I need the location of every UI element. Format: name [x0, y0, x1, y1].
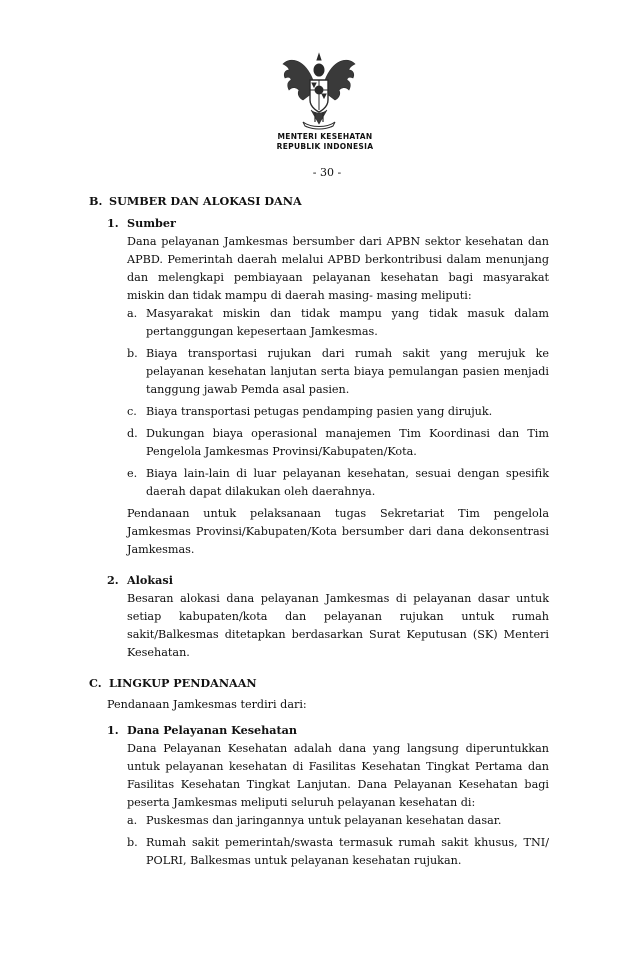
page-number: - 30 -: [312, 166, 342, 179]
list-item-marker: b.: [127, 347, 138, 360]
section-c-lead: Pendanaan Jamkesmas terdiri dari:: [107, 698, 307, 711]
list-item: [127, 812, 549, 830]
list-item-text: Biaya transportasi rujukan dari rumah sakit yang merujuk ke pelayanan kesehatan lanjutan serta biaya pemulangan pasien menjadi tanggung jawab Pemda asal pasien.: [146, 347, 549, 396]
subsection-sumber-marker: 1.: [107, 216, 119, 230]
subsection-sumber-title: Sumber: [127, 216, 176, 230]
list-item-marker: d.: [127, 427, 138, 440]
section-c-title: LINGKUP PENDANAAN: [109, 676, 257, 690]
subsection-dana-pelayanan-marker: 1.: [107, 723, 119, 737]
list-item: [127, 403, 549, 421]
document-body: [0, 192, 638, 874]
subsection-alokasi-heading: [107, 571, 638, 589]
sumber-paragraph: Dana pelayanan Jamkesmas bersumber dari APBN sektor kesehatan dan APBD. Pemerintah daerah melalui APBD berkontribusi dalam menunjang dan melengkapi pembiayaan pelayanan kesehatan bagi masyarakat miskin dan tidak mampu di daerah masing- masing meliputi:: [127, 235, 549, 302]
list-item: [127, 834, 549, 870]
institution-line-2: REPUBLIK INDONESIA: [276, 142, 374, 151]
subsection-alokasi-title: Alokasi: [127, 573, 173, 587]
list-item-marker: e.: [127, 467, 138, 480]
institution-caption: [220, 132, 430, 152]
section-b-marker: B.: [89, 194, 103, 208]
list-item-marker: b.: [127, 836, 138, 849]
subsection-sumber-heading: [107, 214, 638, 232]
list-item-marker: a.: [127, 307, 138, 320]
section-c-heading: [89, 674, 638, 692]
list-item-marker: a.: [127, 814, 138, 827]
subsection-alokasi-marker: 2.: [107, 573, 119, 587]
section-b-title: SUMBER DAN ALOKASI DANA: [109, 194, 302, 208]
sumber-list: [127, 305, 549, 501]
section-b-heading: [89, 192, 638, 210]
section-c-marker: C.: [89, 676, 102, 690]
dana-pelayanan-paragraph: Dana Pelayanan Kesehatan adalah dana yang langsung diperuntukkan untuk pelayanan kesehatan di Fasilitas Kesehatan Tingkat Pertama dan Fasilitas Kesehatan Tingkat Lanjutan. Dana Pelayanan Kesehatan bagi peserta Jamkesmas meliputi seluruh pelayanan kesehatan di:: [127, 742, 549, 809]
institution-line-1: MENTERI KESEHATAN: [277, 132, 373, 141]
list-item: [127, 305, 549, 341]
garuda-emblem-icon: [277, 50, 361, 134]
list-item-text: Masyarakat miskin dan tidak mampu yang tidak masuk dalam pertanggungan kepesertaan Jamkesmas.: [146, 307, 549, 338]
sumber-closing-paragraph: Pendanaan untuk pelaksanaan tugas Sekretariat Tim pengelola Jamkesmas Provinsi/Kabupaten/Kota bersumber dari dana dekonsentrasi Jamkesmas.: [127, 507, 549, 556]
list-item: [127, 465, 549, 501]
list-item: [127, 425, 549, 461]
list-item-text: Puskesmas dan jaringannya untuk pelayanan kesehatan dasar.: [146, 814, 502, 827]
list-item-text: Biaya lain-lain di luar pelayanan kesehatan, sesuai dengan spesifik daerah dapat dilakukan oleh daerahnya.: [146, 467, 549, 498]
list-item-text: Biaya transportasi petugas pendamping pasien yang dirujuk.: [146, 405, 493, 418]
alokasi-paragraph: Besaran alokasi dana pelayanan Jamkesmas di pelayanan dasar untuk setiap kabupaten/kota dan pelayanan rujukan untuk rumah sakit/Balkesmas ditetapkan berdasarkan Surat Keputusan (SK) Menteri Kesehatan.: [127, 592, 549, 659]
dana-pelayanan-list: [127, 812, 549, 870]
subsection-dana-pelayanan-heading: [107, 721, 638, 739]
list-item: [127, 345, 549, 399]
list-item-marker: c.: [127, 405, 137, 418]
list-item-text: Dukungan biaya operasional manajemen Tim Koordinasi dan Tim Pengelola Jamkesmas Provinsi/Kabupaten/Kota.: [146, 427, 549, 458]
list-item-text: Rumah sakit pemerintah/swasta termasuk rumah sakit khusus, TNI/ POLRI, Balkesmas untuk pelayanan kesehatan rujukan.: [146, 836, 549, 867]
subsection-dana-pelayanan-title: Dana Pelayanan Kesehatan: [127, 723, 298, 737]
